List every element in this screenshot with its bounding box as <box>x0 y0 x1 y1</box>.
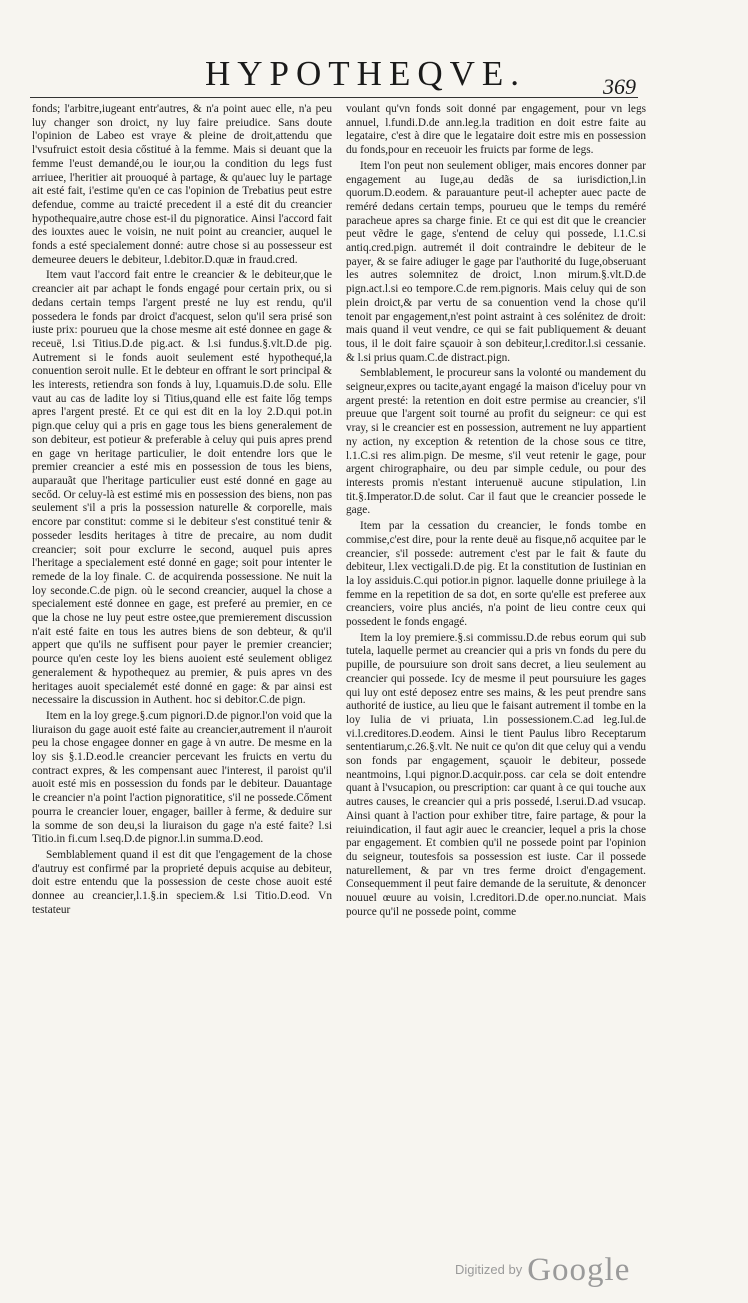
page-header <box>0 50 748 100</box>
paragraph: Semblablement, le procureur sans la volonté ou mandement du seigneur,expres ou tacite,ayant engagé la maison d'iceluy pour vn argent presté: la retention en doit estre permise au creancier, s'il preuue que l'argent soit tourné au profit du seigneur: ce qui est vray, si le creancier est en possession, autrement ne luy appartient ny action, ny exception & retention de la chose sous ce titre, l.1.C.si res alim.pign. De mesme, s'il veut retenir le gage, pour argent chirographaire, ou deu par simple cedule, ou pour des interests promis n'estant interuenuë aucune stipulation, l.in tit.§.Imperator.D.de solut. Car il faut que le creancier possede le gage. <box>346 367 646 517</box>
paragraph: fonds; l'arbitre,iugeant entr'autres, & n'a point auec elle, n'a peu luy changer son droict, ny luy faire preiudice. Sans doute l'opinion de Labeo est vraye & pleine de droit,attendu que l'vsufruict estoit desia cőstitué à la femme. Mais si deuant que la femme l'eust demandé,ou le iour,ou la condition du legs fust arriuee, l'heritier ait prouoqué à partage, & qu'auec luy le partage ait esté fait, i'estime qu'en ce cas l'opinion de Trebatius peut estre defendue, comme au traicté precedent il a esté dit du creancier hypothequaire,autre chose est-il du pignoratice. Ainsi l'accord fait des iouxtes auec le voisin, ne nuit point au creancier, auquel le fonds a esté specialement donné: autre chose si au possesseur est demeuree deuers le debiteur, l.debitor.D.quæ in fraud.cred. <box>32 103 332 266</box>
paragraph: Semblablement quand il est dit que l'engagement de la chose d'autruy est confirmé par la proprieté depuis acquise au debiteur, doit estre entendu que la possession de ceste chose auoit esté donnee au creancier,l.1.§.in speciem.& l.si Titio.D.eod. Vn testateur <box>32 848 332 916</box>
header-rule <box>30 97 638 98</box>
right-column <box>346 103 646 1230</box>
google-watermark <box>455 1252 630 1289</box>
page-number: 369 <box>603 74 636 99</box>
watermark-prefix: Digitized by <box>455 1262 523 1277</box>
google-logo: Google <box>527 1252 631 1288</box>
paragraph: Item la loy premiere.§.si commissu.D.de rebus eorum qui sub tutela, laquelle permet au creancier qui a pris vn fonds du pere du pupille, de poursuiure son droit sans decret, a lieu seulement au creancier qui possede. Icy de mesme il peut poursuiure les gages qui luy ont esté deposez entre ses mains, & les peut prendre sans authorité de iustice, au lieu que le faisant autrement il tombe en la loy Iulia de vi priuata, l.in possessionem.C.ad leg.Iul.de vi.l.creditores.D.eodem. Ainsi le tient Paulus libro Receptarum sententiarum,c.26.§.vlt. Ne nuit ce qu'on dit que celuy qui a vendu son fonds par engagement, sçauoir le debiteur, possede neantmoins, l.qui pignor.D.acquir.poss. car cela se doit entendre quant à l'vsucapion, ou prescription: car quant à ce qui touche aux autres causes, le creancier qui a pris possedé, l.serui.D.ad vsucap. Ainsi quant à l'action pour exhiber titre, faire partage, & pour la reiuindication, il faut agir auec le creancier, lequel a pris la chose par engagement. Et combien qu'il ne possede point par l'opinion du seigneur, toutesfois sa possession est iuste. Car il possede naturellement, & par vn tres ferme droict d'engagement. Consequemment il peut faire demande de la seruitute, & denoncer nouuel œuure au voisin, l.creditori.D.de oper.no.nunciat. Mais pource qu'il ne possede point, comme <box>346 631 646 918</box>
paragraph: voulant qu'vn fonds soit donné par engagement, pour vn legs annuel, l.fundi.D.de ann.leg.la tradition en doit estre faite au legataire, c'est à dire que le legataire doit estre mis en possession du fonds,pour en receuoir les fruicts par forme de legs. <box>346 103 646 157</box>
paragraph: Item l'on peut non seulement obliger, mais encores donner par engagement au Iuge,au dedãs de sa iurisdiction,l.in quorum.D.eodem. & parauanture peut-il achepter auec pacte de reméré dedans certain temps, pourueu que le temps du reméré paracheue apres sa charge finie. Et ce qui est dit que le creancier peut vẽdre le gage, s'entend de celuy qui possede, l.1.C.si antiq.cred.pign. autremét il doit contraindre le debiteur de le payer, & se faire adiuger le gage par l'authorité du Iuge,obseruant les autres solemnitez de droict, l.non mirum.§.vlt.D.de pign.act.l.si eo tempore.C.de rem.pignoris. Mais celuy qui de son plein droict,& par vertu de sa conuention vend la chose qu'il tenoit par engagement,n'est point astraint à ces solénitez de droit: mais quand il veut vendre, ce qui se fait publiquement & deuant tous, il le doit faire sçauoir à son debiteur,l.creditor.l.si cessanie. & l.si prius quam.C.de distract.pign. <box>346 159 646 364</box>
running-title: HYPOTHEQVE. <box>205 54 527 93</box>
paragraph: Item par la cessation du creancier, le fonds tombe en commise,c'est dire, pour la rente deuë au fisque,nő acquitee par le creancier, s'il possede: autrement c'est par le fait & faute du debiteur, l.lex vectigali.D.de pig. Et la constitution de Iustinian en la loy assiduis.C.qui potior.in pignor. laquelle donne priuilege à la femme en la repetition de sa dot, en sorte qu'elle est preferee aux creanciers, voire plus anciés, n'a point de lieu contre ceux qui possedent le fonds engagé. <box>346 520 646 629</box>
left-column <box>32 103 332 1230</box>
paragraph: Item en la loy grege.§.cum pignori.D.de pignor.l'on void que la liuraison du gage auoit esté faite au creancier,autrement il n'auroit peu la chose engagee donner en gage à vn autre. De mesme en la loy sis §.1.D.eod.le creancier percevant les fruicts en vertu du contract expres, & les compensant auec l'interest, il paroist qu'il auoit esté mis en possession du fonds par le debiteur. Dauantage le creancier n'a point l'action pignoratitice, s'il ne possede.Cőment pourra le creancier louer, engager, bailler à ferme, & deduire sur la somme de son deu,si la liuraison du gage n'a esté faite? l.si Titio.in fi.cum l.seq.D.de pignor.l.in summa.D.eod. <box>32 709 332 846</box>
paragraph: Item vaut l'accord fait entre le creancier & le debiteur,que le creancier ait par achapt le fonds engagé pour certain prix, ou si dedans certain temps l'argent presté ne luy est rendu, qu'il possedera le fonds par droict d'acquest, selon qu'il sera prisé son iuste prix: pourueu que la chose mesme ait esté donnee en gage & receuë, l.si Titius.D.de pig.act. & l.si fundus.§.vlt.D.de pig. Autrement si le fonds auoit seulement esté hypothequé,la conuention seroit nulle. Et le debteur en offrant le sort principal & les interests, retiendra son fonds à luy, l.quamuis.D.de solu. Elle vaut au cas de ladite loy si Titius,quand elle est faite lőg temps apres l'argent presté. Et ce qui est dit en la loy 2.D.qui pot.in pign.que celuy qui a pris en gage tous les biens generalement de son debiteur, est potieur & preferable à celuy qui puis apres prend en gage vn heritage particulier, le doit entendre lors que le premier creancier a esté mis en possession de tous les biens, auparauãt que l'heritage particulier eust esté donné en gage au secőd. Or celuy-là est estimé mis en possession des biens, non pas seulement s'il a pris la possession naturelle & corporelle, mais encore par constitut: comme si le debiteur s'est constitué tenir & posseder lesdits heritages à titre de precaire, au nom dudit creancier; soit pour exclurre le second, auquel puis apres l'heritage a specialement esté donné en gage; soit pour intenter le remede de la loy finale. C. de acquirenda possessione. Ne nuit la loy seconde.C.de pign. où le second creancier, auquel la chose a specialement esté donnee en gage, est preferé au premier, en ce que la chose ne luy peut estre ostee,que premierement discussion n'ait esté faite en tous les autres biens de son debteur, & qu'il appert que qu'ils ne suffisent pour payer le premier creancier; pource qu'en ceste loy les biens auoient esté seulement obligez generalement & hypothequez au premier, & puis apres vn des heritages auoit specialemét esté donné en gage: & par ainsi est necessaire la discussion in Authent. hoc si debitor.C.de pign. <box>32 269 332 707</box>
